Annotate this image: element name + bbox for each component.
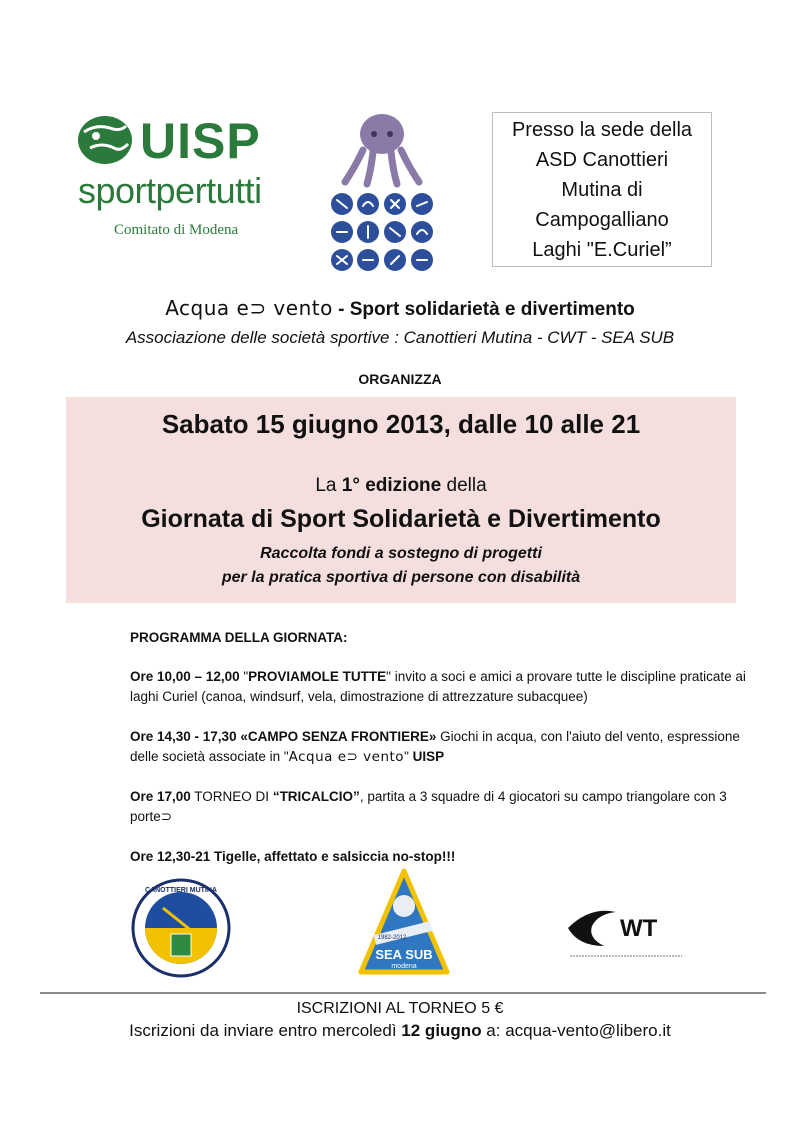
venue-line: Campogalliano [535,208,669,231]
association-subtitle: Associazione delle società sportive : Canottieri Mutina - CWT - SEA SUB [125,328,675,347]
edition-post: della [441,475,487,496]
program-time: Ore 14,30 - 17,30 [130,729,237,744]
octopus-icon [345,114,419,184]
registration-info [0,1021,800,1041]
program-text: " [239,669,249,684]
association-title [0,296,800,321]
wave-icon [568,911,616,946]
globe-icon [76,114,134,166]
cwt-logo [564,892,694,962]
program-item [130,787,750,827]
program-text: TORNEO DI [190,789,273,804]
program-section [130,628,750,887]
fundraising-line: Raccolta fondi a sostegno di progetti [260,545,542,562]
program-item [130,667,750,707]
fundraising-line: per la pratica sportiva di persone con disabilità [221,569,581,586]
sea-sub-logo [358,868,450,976]
octopus-sports-logo [325,112,440,282]
venue-box [492,112,712,267]
canottieri-mutina-logo [131,878,231,978]
event-edition [66,475,736,497]
diver-icon [393,895,415,917]
program-item [130,727,750,767]
program-food: Ore 12,30-21 Tigelle, affettato e salsiccia no-stop!!! [130,849,456,864]
venue-line: ASD Canottieri [535,148,669,171]
program-activity: «CAMPO SENZA FRONTIERE» [236,729,437,744]
organizza-label: ORGANIZZA [358,371,442,387]
venue-line: Laghi "E.Curiel” [532,238,672,261]
event-band [66,397,736,603]
association-title-rest: - Sport solidarietà e divertimento [332,299,635,320]
venue-line: Presso la sede della [511,118,693,141]
uisp-tagline: sportpertutti [78,170,262,211]
fundraising-text [66,542,736,590]
uisp-logo [76,112,286,242]
registration-deadline: 12 giugno [401,1021,482,1040]
event-title: Giornata di Sport Solidarietà e Divertimento [141,505,661,533]
registration-fee: ISCRIZIONI AL TORNEO 5 € [296,1000,504,1017]
program-activity: “TRICALCIO” [272,789,360,804]
program-text: , partita a 3 squadre di 4 giocatori su campo triangolare con 3 porte⊃ [130,789,727,824]
seasub-years: 1982-2012 [377,935,407,941]
program-text: " [404,749,413,764]
seasub-city: modena [391,963,417,970]
program-time: Ore 10,00 – 12,00 [130,669,240,684]
program-heading: PROGRAMMA DELLA GIORNATA: [130,630,348,645]
venue-text [512,115,692,265]
uisp-mark: UISP [140,113,261,169]
program-item [130,847,750,867]
program-text: invito a soci e amici a provare tutte le discipline praticate ai laghi Curiel (canoa, windsurf, vela, dimostrazione di attrezzature subacquee) [130,669,746,704]
program-activity: PROVIAMOLE TUTTE [248,669,387,684]
seasub-text: SEA SUB [375,947,433,962]
program-time: Ore 17,00 [130,789,191,804]
canottieri-text: CANOTTIERI MUTINA [145,887,217,894]
venue-line: Mutina di [561,178,643,201]
footer-divider [40,992,766,994]
edition-pre: La [315,475,342,496]
edition-bold: 1° edizione [341,475,442,496]
registration-pre: Iscrizioni da inviare entro mercoledì [129,1021,402,1040]
uisp-committee: Comitato di Modena [114,222,239,238]
event-date: Sabato 15 giugno 2013, dalle 10 alle 21 [161,409,641,439]
program-text: " [386,669,391,684]
program-org: UISP [412,749,445,764]
cwt-text: WT [620,915,658,942]
program-text: Giochi in acqua, con l'aiuto del vento, espressione delle società associate in " [130,729,740,764]
registration-email: a: acqua-vento@libero.it [481,1021,671,1040]
association-brand: Acqua e⊃ vento [165,296,333,320]
program-brand: Acqua e⊃ vento [288,749,405,765]
